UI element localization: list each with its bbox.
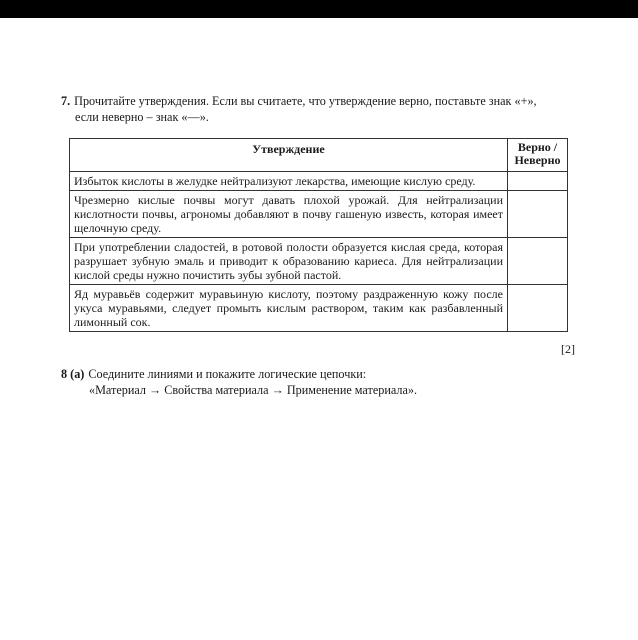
statement-cell: Яд муравьёв содержит муравьиную кислоту, поэтому раздраженную кожу после укуса муравьями, следует промыть кислым раствором, таким как разбавленный лимонный сок. bbox=[70, 285, 508, 332]
statement-cell: Избыток кислоты в желудке нейтрализуют лекарства, имеющие кислую среду. bbox=[70, 172, 508, 191]
question-8-text-line1: Соедините линиями и покажите логические цепочки: bbox=[88, 367, 367, 381]
header-verdict-line2: Неверно bbox=[514, 153, 561, 167]
answer-cell[interactable] bbox=[508, 191, 568, 238]
question-7-instruction bbox=[61, 93, 591, 125]
answer-cell[interactable] bbox=[508, 285, 568, 332]
question-8-instruction bbox=[61, 366, 591, 398]
question-8-number: 8 (а) bbox=[61, 367, 85, 381]
question-7-text-line2: если неверно – знак «—». bbox=[75, 110, 209, 124]
answer-cell[interactable] bbox=[508, 238, 568, 285]
table-header-row bbox=[70, 139, 568, 172]
statement-cell: При употреблении сладостей, в ротовой полости образуется кислая среда, которая разрушает зубную эмаль и приводит к образованию кариеса. Для нейтрализации кислой среды нужно почистить зубы зубной пастой. bbox=[70, 238, 508, 285]
question-7-text-line1: Прочитайте утверждения. Если вы считаете, что утверждение верно, поставьте знак «+», bbox=[74, 94, 537, 108]
header-verdict bbox=[508, 139, 568, 172]
statements-table bbox=[69, 138, 568, 332]
question-7-number: 7. bbox=[61, 94, 71, 108]
table-row bbox=[70, 172, 568, 191]
answer-cell[interactable] bbox=[508, 172, 568, 191]
question-7-score: [2] bbox=[561, 342, 575, 356]
table-row bbox=[70, 285, 568, 332]
table-row bbox=[70, 238, 568, 285]
header-statement: Утверждение bbox=[70, 139, 508, 172]
header-verdict-line1: Верно / bbox=[517, 140, 558, 154]
question-8-text-line2: «Материал → Свойства материала → Применение материала». bbox=[89, 383, 418, 397]
table-row bbox=[70, 191, 568, 238]
top-black-bar bbox=[0, 0, 638, 18]
statement-cell: Чрезмерно кислые почвы могут давать плохой урожай. Для нейтрализации кислотности почвы, агрономы добавляют в почву гашеную известь, которая имеет щелочную среду. bbox=[70, 191, 508, 238]
